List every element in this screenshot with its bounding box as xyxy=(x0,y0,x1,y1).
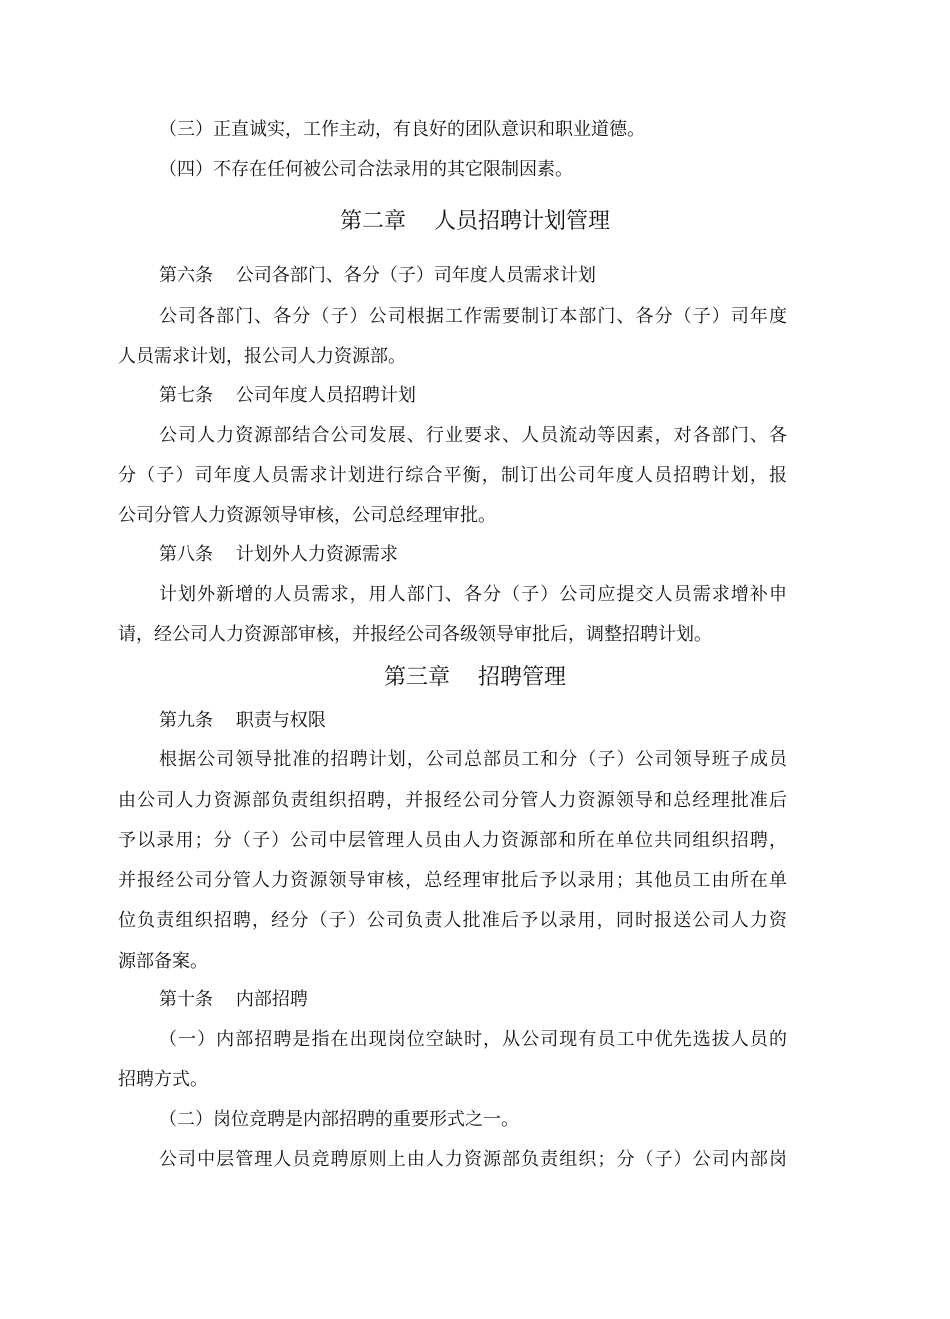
paragraph-line: （三）正直诚实，工作主动，有良好的团队意识和职业道德。 xyxy=(159,119,645,140)
paragraph-line: 予以录用；分（子）公司中层管理人员由人力资源部和所在单位共同组织招聘， xyxy=(118,830,787,851)
paragraph-line: 请，经公司人力资源部审核，并报经公司各级领导审批后，调整招聘计划。 xyxy=(118,624,712,645)
paragraph-line: 位负责组织招聘，经分（子）公司负责人批准后予以录用，同时报送公司人力资 xyxy=(118,910,787,931)
article-heading: 第八条 计划外人力资源需求 xyxy=(159,544,398,565)
article-heading: 第十条 内部招聘 xyxy=(159,989,308,1010)
article-heading: 第九条 职责与权限 xyxy=(159,710,326,731)
article-heading: 第六条 公司各部门、各分（子）司年度人员需求计划 xyxy=(159,265,596,286)
paragraph-line: 公司分管人力资源领导审核，公司总经理审批。 xyxy=(118,505,496,526)
paragraph-line: 计划外新增的人员需求，用人部门、各分（子）公司应提交人员需求增补申 xyxy=(159,584,787,605)
chapter-heading: 第三章 招聘管理 xyxy=(384,665,566,690)
chapter-heading: 第二章 人员招聘计划管理 xyxy=(340,209,610,234)
paragraph-line: 公司人力资源部结合公司发展、行业要求、人员流动等因素，对各部门、各 xyxy=(159,425,787,446)
paragraph-line: （四）不存在任何被公司合法录用的其它限制因素。 xyxy=(159,159,573,180)
paragraph-line: 分（子）司年度人员需求计划进行综合平衡，制订出公司年度人员招聘计划，报 xyxy=(118,465,787,486)
article-heading: 第七条 公司年度人员招聘计划 xyxy=(159,385,416,406)
paragraph-line: （二）岗位竞聘是内部招聘的重要形式之一。 xyxy=(159,1109,519,1130)
paragraph-line: 并报经公司分管人力资源领导审核，总经理审批后予以录用；其他员工由所在单 xyxy=(118,870,787,891)
paragraph-line: （一）内部招聘是指在出现岗位空缺时，从公司现有员工中优先选拔人员的 xyxy=(159,1029,787,1050)
paragraph-line: 由公司人力资源部负责组织招聘，并报经公司分管人力资源领导和总经理批准后 xyxy=(118,790,787,811)
paragraph-line: 源部备案。 xyxy=(118,951,208,972)
paragraph-line: 人员需求计划，报公司人力资源部。 xyxy=(118,346,406,367)
paragraph-line: 根据公司领导批准的招聘计划，公司总部员工和分（子）公司领导班子成员 xyxy=(159,749,787,770)
paragraph-line: 公司中层管理人员竞聘原则上由人力资源部负责组织；分（子）公司内部岗 xyxy=(159,1149,787,1170)
paragraph-line: 招聘方式。 xyxy=(118,1069,208,1090)
paragraph-line: 公司各部门、各分（子）公司根据工作需要制订本部门、各分（子）司年度 xyxy=(159,306,787,327)
